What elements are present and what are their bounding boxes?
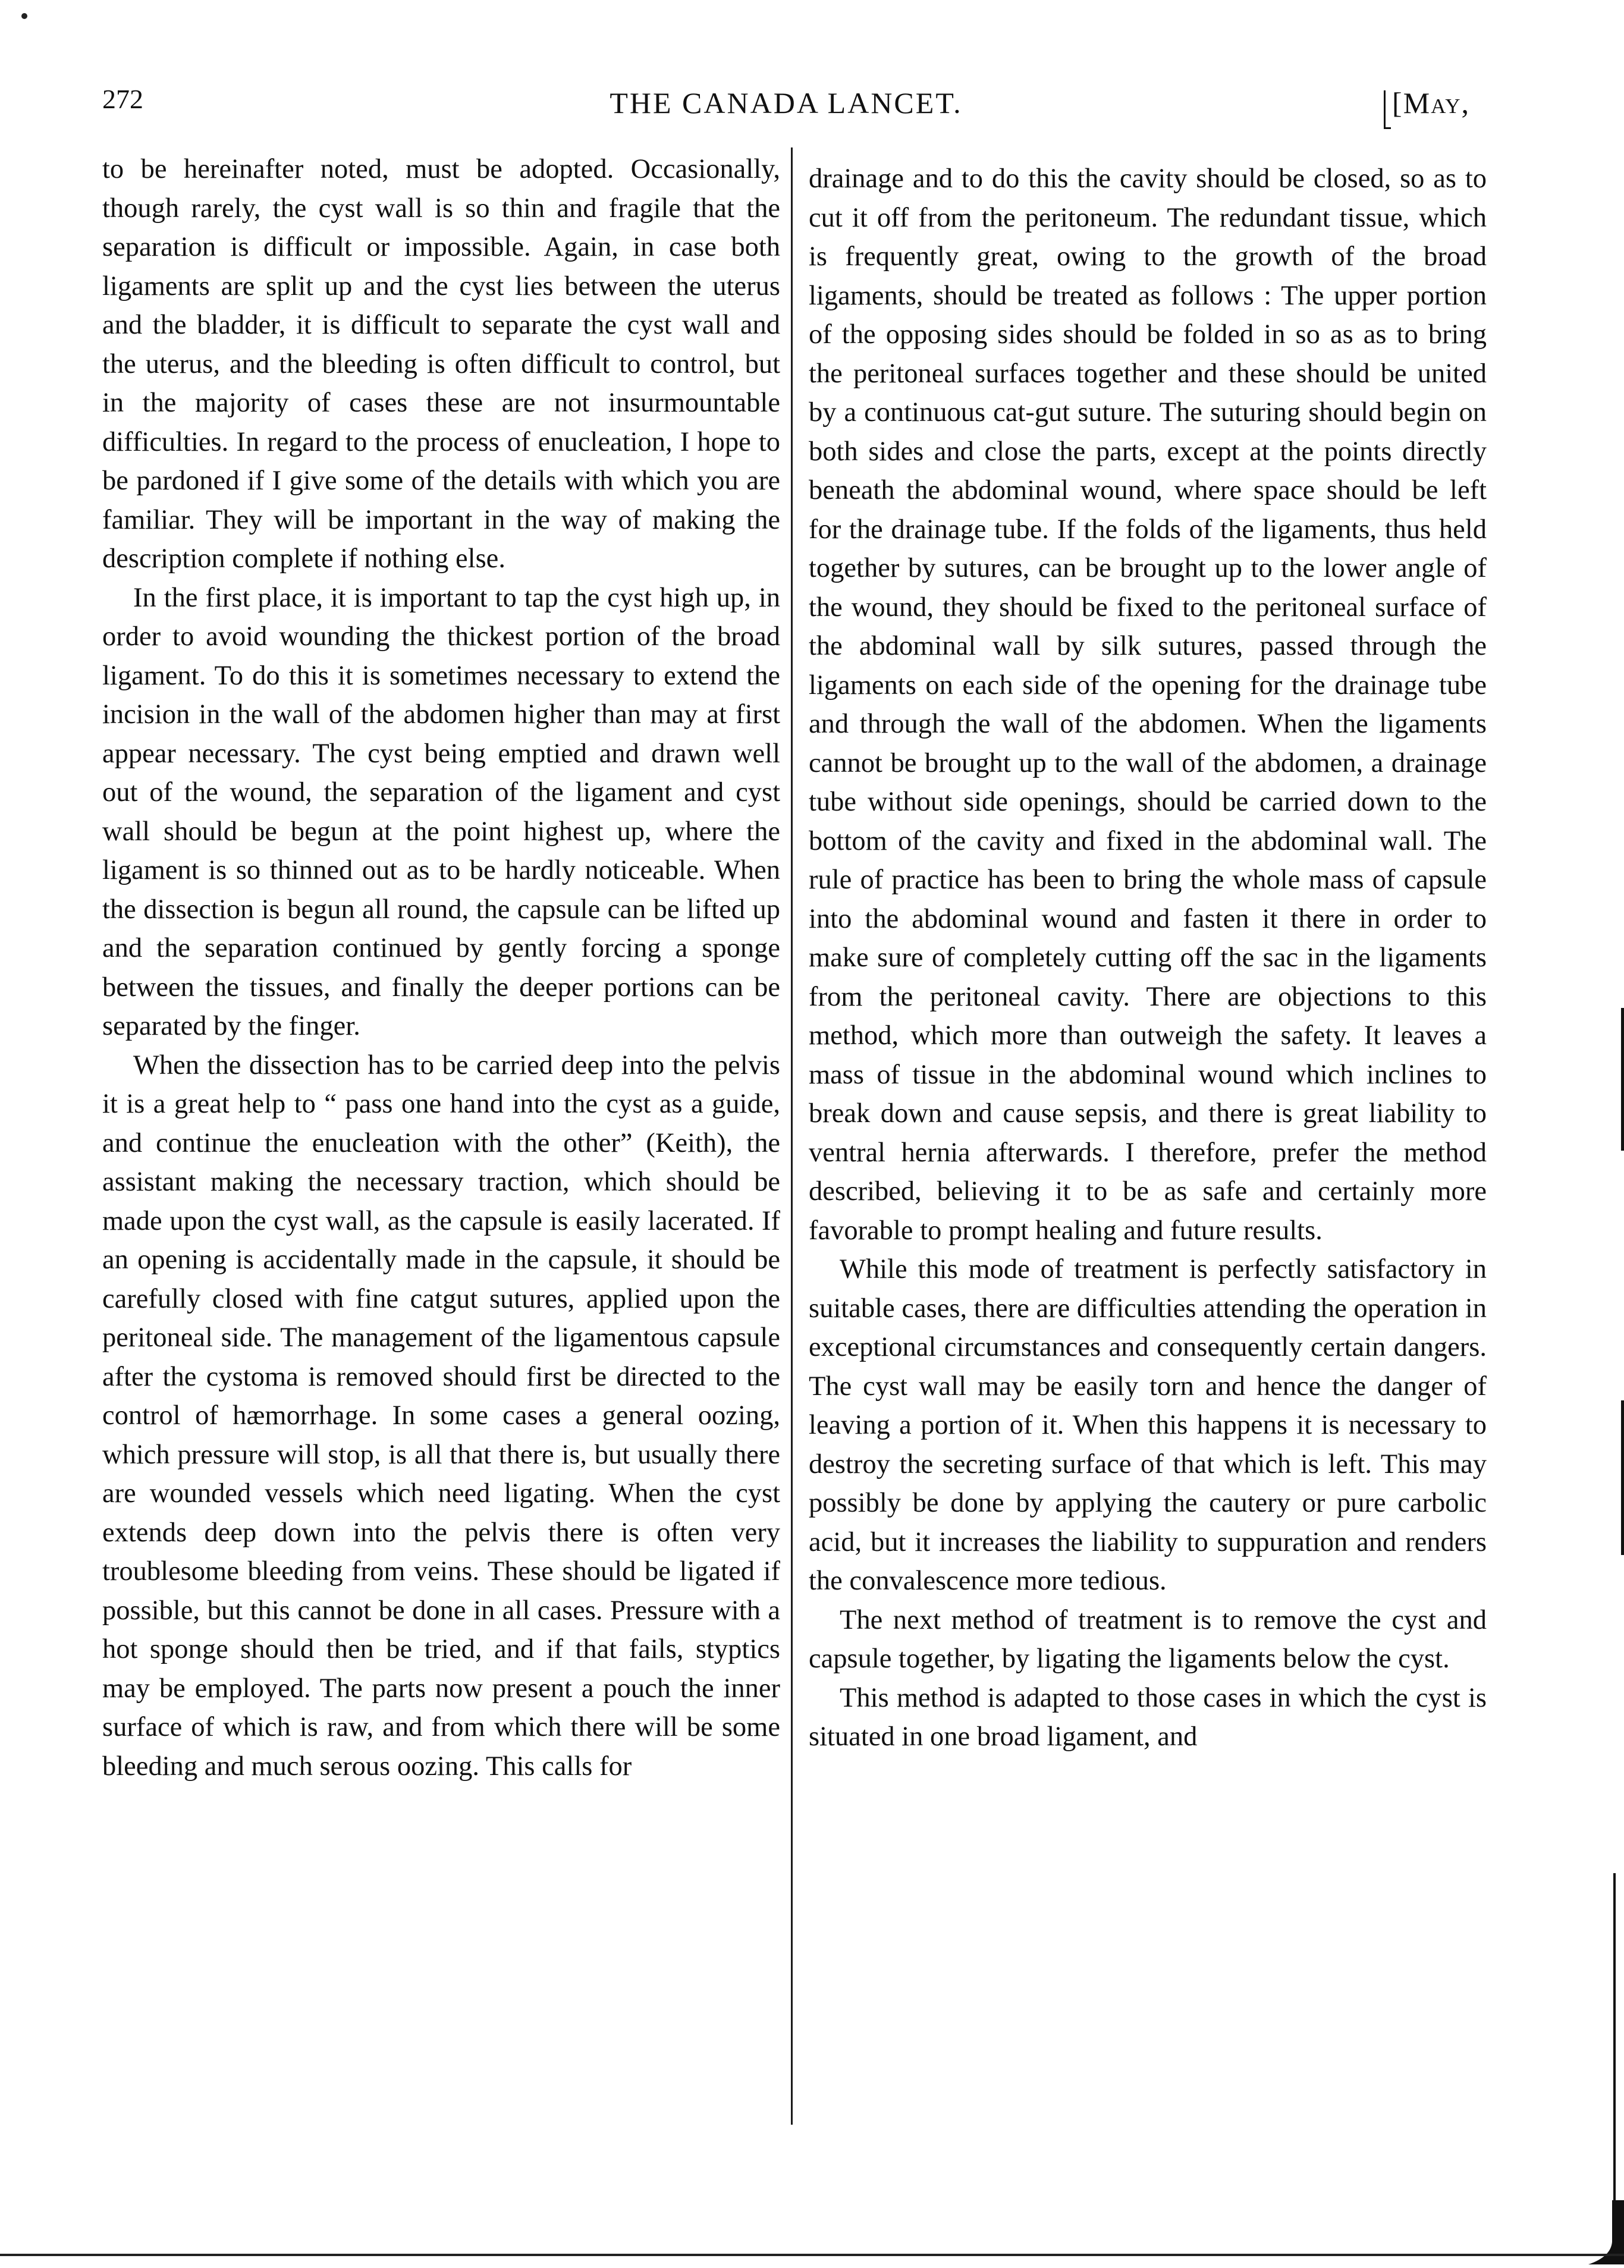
page-header [102, 83, 1470, 137]
bottom-edge-line [0, 2254, 1624, 2256]
running-title: THE CANADA LANCET. [610, 86, 963, 120]
ink-speck [21, 13, 27, 19]
column-divider [791, 147, 793, 2125]
margin-mark [1621, 1008, 1624, 1151]
left-column [102, 150, 780, 1786]
paragraph: While this mode of treatment is perfectly satisfactory in suitable cases, there are difficulties attending the operation in exceptional circumstances and consequently certain dangers. The cyst wall may be easily torn and hence the danger of leaving a portion of it. When this happens it is necessary to destroy the secreting surface of that which is left. This may possibly be done by applying the cautery or pure carbolic acid, but it increases the liability to suppuration and renders the convalescence more tedious. [809, 1254, 1487, 1596]
issue-month: [May, [1392, 86, 1470, 120]
paragraph: to be hereinafter noted, must be adopted. Occasionally, though rarely, the cyst wall is so thin and fragile that the separation is difficult or impossible. Again, in case both ligaments are split up and the cyst lies between the uterus and the bladder, it is difficult to separate the cyst wall and the uterus, and the bleeding is often difficult to control, but in the majority of cases these are not insurmountable difficulties. In regard to the process of enucleation, I hope to be pardoned if I give some of the details with which you are familiar. They will be important in the way of making the description complete if nothing else. [102, 154, 780, 574]
margin-mark [1613, 1873, 1616, 2206]
paragraph: drainage and to do this the cavity should be closed, so as to cut it off from the peritoneum. The redundant tissue, which is frequently great, owing to the growth of the broad ligaments, should be treated as follows : The upper portion of the opposing sides should be folded in so as as to bring the peritoneal surfaces together and these should be united by a continuous cat-gut suture. The suturing should begin on both sides and close the parts, except at the points directly beneath the abdominal wound, where space should be left for the drainage tube. If the folds of the ligaments, thus held together by sutures, can be brought up to the lower angle of the wound, they should be fixed to the peritoneal surface of the abdominal wall by silk sutures, passed through the ligaments on each side of the opening for the drainage tube and through the wall of the abdomen. When the ligaments cannot be brought up to the wall of the abdomen, a drainage tube without side openings, should be carried down to the bottom of the cavity and fixed in the abdominal wall. The rule of practice has been to bring the whole mass of capsule into the abdominal wound and fasten it there in order to make sure of completely cutting off the sac in the ligaments from the peritoneal cavity. There are objections to this method, which more than outweigh the safety. It leaves a mass of tissue in the abdominal wound which inclines to break down and cause sepsis, and there is great liability to ventral hernia afterwards. I therefore, prefer the method described, believing it to be as safe and certainly more favorable to prompt healing and future results. [809, 164, 1487, 1246]
margin-mark [1621, 1400, 1624, 1555]
paragraph: When the dissection has to be carried deep into the pelvis it is a great help to “ pass one hand into the cyst as a guide, and continue the enucleation with the other” (Keith), the assistant making the necessary traction, which should be made upon the cyst wall, as the capsule is easily lacerated. If an opening is accidentally made in the capsule, it should be carefully closed with fine catgut sutures, applied upon the peritoneal side. The management of the ligamentous capsule after the cystoma is removed should first be directed to the control of hæmorrhage. In some cases a general oozing, which pressure will stop, is all that there is, but usually there are wounded vessels which need ligating. When the cyst extends deep down into the pelvis there is often very troublesome bleeding from veins. These should be ligated if possible, but this cannot be done in all cases. Pressure with a hot sponge should then be tried, and if that fails, styptics may be employed. The parts now present a pouch the inner surface of which is raw, and from which there will be some bleeding and much serous oozing. This calls for [102, 1050, 780, 1782]
right-column [809, 159, 1487, 1757]
page-number: 272 [102, 84, 143, 114]
paragraph: In the first place, it is important to tap the cyst high up, in order to avoid wounding the thickest portion of the broad ligament. To do this it is sometimes necessary to extend the incision in the wall of the abdomen higher than may at first appear necessary. The cyst being emptied and drawn well out of the wound, the separation of the ligament and cyst wall should be begun at the point highest up, where the ligament is so thinned out as to be hardly noticeable. When the dissection is begun all round, the capsule can be lifted up and the separation continued by gently forcing a sponge between the tissues, and finally the deeper portions can be separated by the finger. [102, 582, 780, 1041]
paragraph: This method is adapted to those cases in which the cyst is situated in one broad ligament, and [809, 1682, 1487, 1752]
paragraph: The next method of treatment is to remove the cyst and capsule together, by ligating the ligaments below the cyst. [809, 1604, 1487, 1674]
